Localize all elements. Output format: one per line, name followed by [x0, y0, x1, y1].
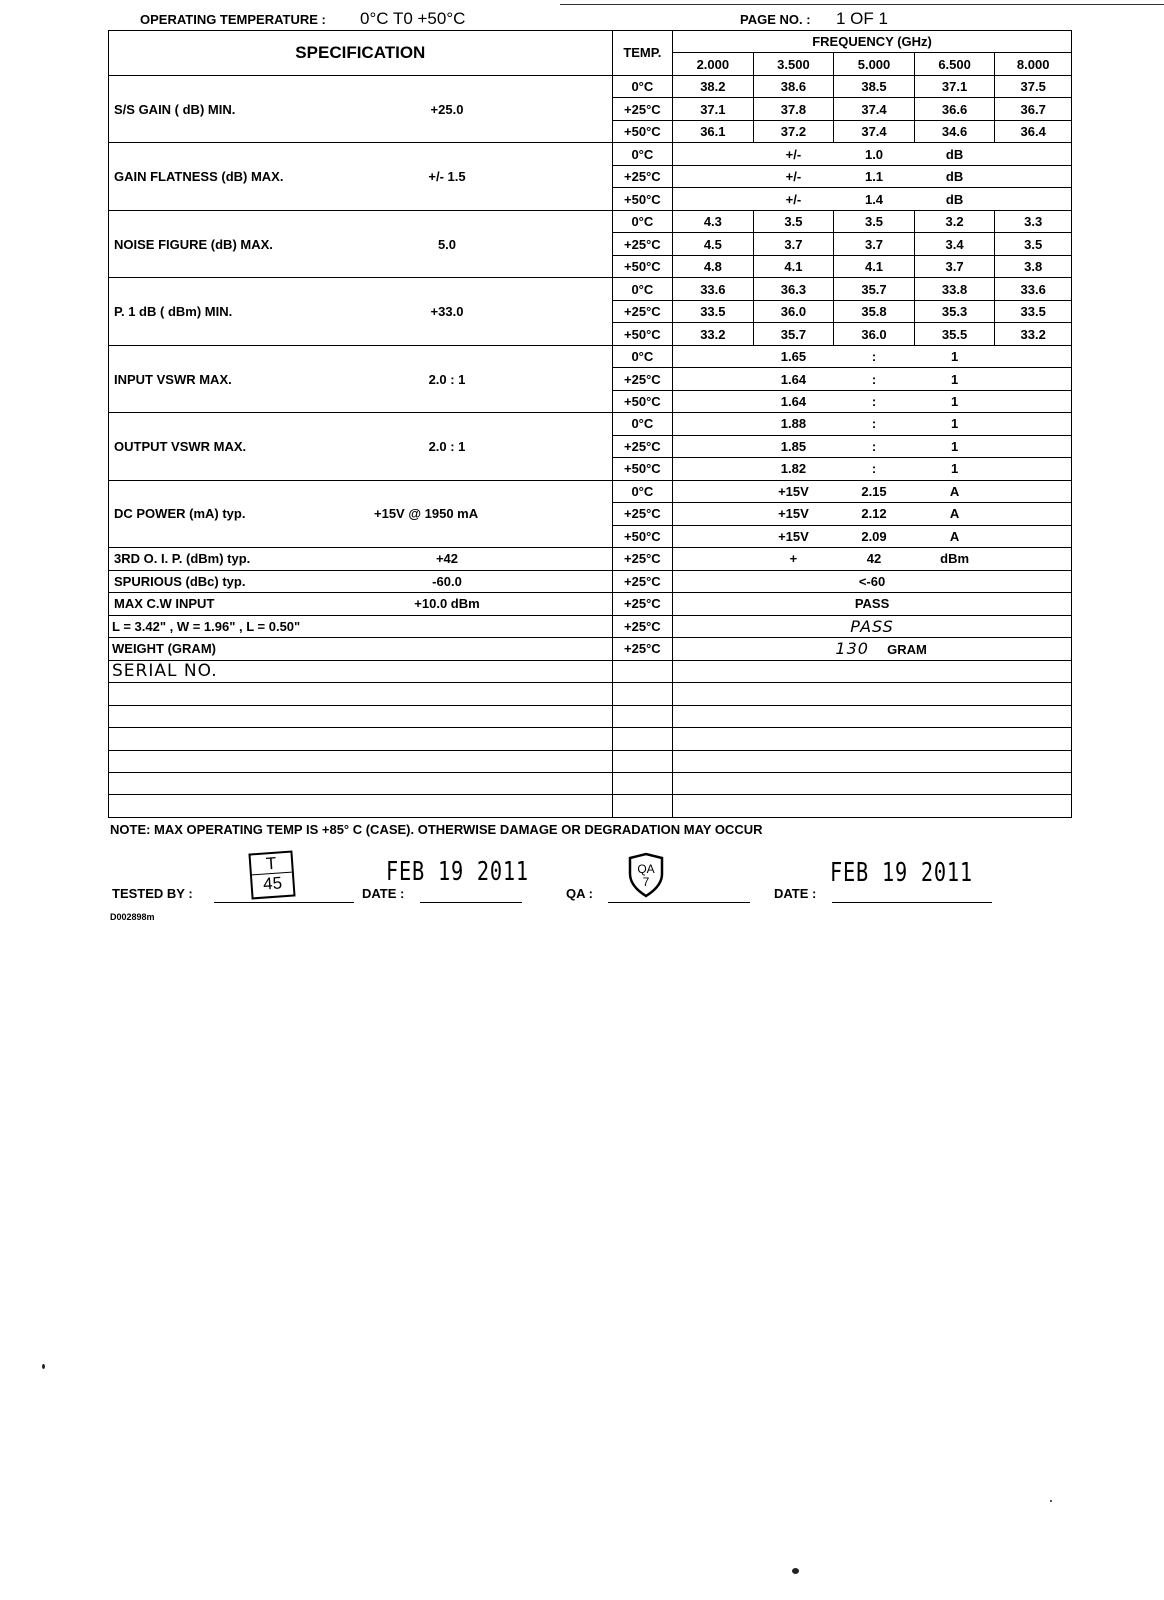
table-row: [109, 750, 1072, 772]
value-cell: 33.6: [673, 278, 754, 300]
value-cell: 36.3: [753, 278, 834, 300]
oip3-spec: [109, 548, 613, 570]
temp-cell: +50°C: [612, 390, 672, 412]
empty-cell: [673, 705, 1072, 727]
scan-speck: [42, 1364, 45, 1369]
stamp-text: T: [265, 853, 278, 874]
qa-stamp-bottom: 7: [642, 875, 650, 889]
stamp-text: 45: [252, 872, 293, 895]
value-cell: 3.3: [995, 210, 1072, 232]
temp-cell: +25°C: [612, 98, 672, 120]
value-cell: 36.7: [995, 98, 1072, 120]
table-row: [109, 345, 1072, 367]
value-cell: dB: [914, 188, 995, 210]
value-cell: 3.5: [995, 233, 1072, 255]
empty-cell: [673, 480, 754, 502]
gain-flatness-spec: [109, 143, 613, 210]
value-cell: 1: [914, 368, 995, 390]
value-cell: 1.64: [753, 390, 834, 412]
value-cell: 33.5: [673, 300, 754, 322]
empty-cell: [995, 435, 1072, 457]
temp-cell: +25°C: [612, 570, 672, 592]
document-id: D002898m: [110, 912, 155, 922]
empty-cell: [995, 503, 1072, 525]
temp-cell: 0°C: [612, 345, 672, 367]
date-stamp: FEB 19 2011: [386, 857, 529, 887]
value-cell: 36.4: [995, 120, 1072, 142]
spec-value: 2.0 : 1: [428, 371, 466, 387]
table-row: [109, 210, 1072, 232]
value-cell: 37.4: [834, 98, 915, 120]
empty-cell: [673, 772, 1072, 794]
value-cell: <-60: [673, 570, 1072, 592]
temp-cell: +25°C: [612, 593, 672, 615]
value-cell: 1.64: [753, 368, 834, 390]
temp-cell: +25°C: [612, 638, 672, 660]
empty-cell: [673, 683, 1072, 705]
temp-cell: +50°C: [612, 458, 672, 480]
tested-by-label: TESTED BY :: [112, 886, 193, 901]
value-cell: 42: [834, 548, 915, 570]
empty-cell: [109, 772, 613, 794]
value-cell: +/-: [753, 165, 834, 187]
table-header-row: [109, 31, 1072, 53]
value-cell: :: [834, 368, 915, 390]
spec-name: SPURIOUS (dBc) typ.: [114, 573, 246, 589]
handwritten-weight: 130: [835, 639, 869, 659]
temp-cell: +50°C: [612, 323, 672, 345]
spec-value: +15V @ 1950 mA: [374, 506, 479, 522]
temp-cell: 0°C: [612, 75, 672, 97]
value-cell: dBm: [914, 548, 995, 570]
weight-result: [673, 638, 1072, 660]
empty-cell: [612, 728, 672, 750]
operating-temperature-value: 0°C T0 +50°C: [360, 9, 466, 28]
value-cell: +15V: [753, 503, 834, 525]
value-cell: +15V: [753, 480, 834, 502]
value-cell: 1.88: [753, 413, 834, 435]
value-cell: 3.2: [914, 210, 995, 232]
value-cell: 1: [914, 413, 995, 435]
value-cell: 4.3: [673, 210, 754, 232]
temp-cell: +25°C: [612, 233, 672, 255]
table-row: [109, 278, 1072, 300]
empty-cell: [673, 435, 754, 457]
tested-by-line: [214, 902, 354, 903]
spec-name: DC POWER (mA) typ.: [114, 506, 246, 522]
empty-cell: [109, 683, 613, 705]
empty-cell: [612, 750, 672, 772]
freq-cell: 5.000: [834, 53, 915, 75]
empty-cell: [995, 143, 1072, 165]
value-cell: 35.7: [753, 323, 834, 345]
value-cell: 35.8: [834, 300, 915, 322]
temp-cell: 0°C: [612, 413, 672, 435]
value-cell: 4.8: [673, 255, 754, 277]
value-cell: 37.5: [995, 75, 1072, 97]
empty-cell: [995, 458, 1072, 480]
table-row: [109, 143, 1072, 165]
value-cell: 2.15: [834, 480, 915, 502]
value-cell: dB: [914, 165, 995, 187]
value-cell: 36.6: [914, 98, 995, 120]
value-cell: :: [834, 435, 915, 457]
handwritten-pass: PASS: [673, 615, 1072, 637]
max-cw-input-spec: [109, 593, 613, 615]
tester-stamp: [248, 851, 295, 900]
spec-name: L = 3.42" , W = 1.96" , L = 0.50": [112, 618, 301, 634]
value-cell: dB: [914, 143, 995, 165]
temp-cell: +50°C: [612, 525, 672, 547]
empty-cell: [673, 750, 1072, 772]
value-cell: 33.6: [995, 278, 1072, 300]
spec-value: -60.0: [432, 573, 462, 589]
value-cell: 38.2: [673, 75, 754, 97]
empty-cell: [673, 413, 754, 435]
value-cell: 2.12: [834, 503, 915, 525]
empty-cell: [995, 525, 1072, 547]
dc-power-spec: [109, 480, 613, 547]
value-cell: 1: [914, 458, 995, 480]
temp-cell: 0°C: [612, 278, 672, 300]
scan-speck: [792, 1568, 799, 1574]
empty-cell: [673, 188, 754, 210]
output-vswr-spec: [109, 413, 613, 480]
freq-cell: 8.000: [995, 53, 1072, 75]
spec-value: +25.0: [430, 101, 464, 117]
spec-value: +/- 1.5: [428, 169, 466, 185]
date-line: [420, 902, 522, 903]
table-row: [109, 593, 1072, 615]
value-cell: 1: [914, 345, 995, 367]
qa-shield-icon: [624, 852, 668, 898]
empty-cell: [673, 345, 754, 367]
value-cell: PASS: [673, 593, 1072, 615]
table-row: [109, 570, 1072, 592]
weight-spec: [109, 638, 613, 660]
qa-stamp-top: QA: [637, 862, 655, 876]
scan-speck: [1050, 1500, 1052, 1502]
empty-cell: [995, 390, 1072, 412]
value-cell: 4.1: [753, 255, 834, 277]
temp-cell: +25°C: [612, 615, 672, 637]
value-cell: +: [753, 548, 834, 570]
value-cell: 38.5: [834, 75, 915, 97]
empty-cell: [673, 390, 754, 412]
empty-cell: [673, 525, 754, 547]
dimensions-spec: [109, 615, 613, 637]
table-row: [109, 638, 1072, 660]
frequency-header: FREQUENCY (GHz): [673, 31, 1072, 53]
handwritten-serial-label: SERIAL NO.: [109, 660, 613, 682]
empty-cell: [109, 728, 613, 750]
ss-gain-spec: [109, 75, 613, 142]
spec-name: INPUT VSWR MAX.: [114, 371, 232, 387]
p1db-spec: [109, 278, 613, 345]
empty-cell: [673, 728, 1072, 750]
empty-cell: [673, 165, 754, 187]
value-cell: 3.7: [753, 233, 834, 255]
spec-value: +42: [435, 551, 459, 567]
table-row: [109, 548, 1072, 570]
value-cell: 37.8: [753, 98, 834, 120]
spec-name: S/S GAIN ( dB) MIN.: [114, 101, 236, 117]
value-cell: A: [914, 480, 995, 502]
value-cell: 33.2: [673, 323, 754, 345]
temp-cell: +50°C: [612, 255, 672, 277]
value-cell: 35.5: [914, 323, 995, 345]
empty-cell: [995, 548, 1072, 570]
operating-temperature-label: OPERATING TEMPERATURE :: [140, 12, 326, 27]
empty-cell: [673, 660, 1072, 682]
table-row: [109, 480, 1072, 502]
note-text: NOTE: MAX OPERATING TEMP IS +85° C (CASE). OTHERWISE DAMAGE OR DEGRADATION MAY OCCUR: [110, 822, 763, 837]
value-cell: 3.4: [914, 233, 995, 255]
spec-value: 2.0 : 1: [428, 438, 466, 454]
freq-cell: 3.500: [753, 53, 834, 75]
table-row: [109, 660, 1072, 682]
weight-unit: GRAM: [887, 642, 927, 658]
temp-cell: +25°C: [612, 435, 672, 457]
temp-cell: 0°C: [612, 480, 672, 502]
page-number-value: 1 OF 1: [836, 9, 888, 28]
value-cell: +/-: [753, 188, 834, 210]
table-row: [109, 705, 1072, 727]
spec-value: 5.0: [437, 236, 457, 252]
value-cell: 4.5: [673, 233, 754, 255]
table-row: [109, 728, 1072, 750]
empty-cell: [673, 368, 754, 390]
temp-cell: +25°C: [612, 503, 672, 525]
empty-cell: [995, 188, 1072, 210]
value-cell: 35.3: [914, 300, 995, 322]
value-cell: 35.7: [834, 278, 915, 300]
value-cell: 3.7: [834, 233, 915, 255]
freq-cell: 2.000: [673, 53, 754, 75]
value-cell: 37.4: [834, 120, 915, 142]
empty-cell: [673, 503, 754, 525]
value-cell: :: [834, 458, 915, 480]
temp-cell: +25°C: [612, 548, 672, 570]
temp-cell: 0°C: [612, 210, 672, 232]
value-cell: 1: [914, 435, 995, 457]
date-stamp: FEB 19 2011: [830, 858, 973, 888]
value-cell: :: [834, 390, 915, 412]
spec-name: GAIN FLATNESS (dB) MAX.: [114, 169, 284, 185]
value-cell: 36.0: [834, 323, 915, 345]
specification-header: SPECIFICATION: [109, 31, 613, 76]
table-row: [109, 683, 1072, 705]
empty-cell: [673, 143, 754, 165]
value-cell: :: [834, 413, 915, 435]
empty-cell: [612, 705, 672, 727]
spec-name: OUTPUT VSWR MAX.: [114, 438, 247, 454]
value-cell: A: [914, 503, 995, 525]
value-cell: 38.6: [753, 75, 834, 97]
qa-label: QA :: [566, 886, 593, 901]
value-cell: 1: [914, 390, 995, 412]
spec-value: +10.0 dBm: [414, 596, 480, 612]
value-cell: 1.82: [753, 458, 834, 480]
date-line: [832, 902, 992, 903]
value-cell: 37.1: [914, 75, 995, 97]
temp-cell: +25°C: [612, 300, 672, 322]
table-row: [109, 772, 1072, 794]
value-cell: 33.8: [914, 278, 995, 300]
spurious-spec: [109, 570, 613, 592]
spec-name: NOISE FIGURE (dB) MAX.: [114, 236, 273, 252]
value-cell: :: [834, 345, 915, 367]
empty-cell: [612, 660, 672, 682]
spec-name: MAX C.W INPUT: [114, 596, 215, 612]
empty-cell: [612, 795, 672, 818]
value-cell: 2.09: [834, 525, 915, 547]
empty-cell: [995, 480, 1072, 502]
value-cell: 1.0: [834, 143, 915, 165]
empty-cell: [995, 345, 1072, 367]
empty-cell: [612, 772, 672, 794]
spec-name: WEIGHT (GRAM): [112, 641, 216, 657]
empty-cell: [673, 795, 1072, 818]
specification-table: [108, 30, 1072, 818]
value-cell: 33.2: [995, 323, 1072, 345]
temp-cell: +50°C: [612, 120, 672, 142]
value-cell: +/-: [753, 143, 834, 165]
table-row: [109, 795, 1072, 818]
empty-cell: [673, 458, 754, 480]
empty-cell: [109, 795, 613, 818]
spec-value: +33.0: [430, 304, 464, 320]
value-cell: 1.85: [753, 435, 834, 457]
empty-cell: [109, 750, 613, 772]
value-cell: 3.5: [753, 210, 834, 232]
page-number-label: PAGE NO. :: [740, 12, 811, 27]
value-cell: 34.6: [914, 120, 995, 142]
value-cell: 36.1: [673, 120, 754, 142]
freq-cell: 6.500: [914, 53, 995, 75]
value-cell: 37.1: [673, 98, 754, 120]
empty-cell: [995, 368, 1072, 390]
value-cell: 1.65: [753, 345, 834, 367]
qa-stamp: [624, 852, 668, 903]
value-cell: A: [914, 525, 995, 547]
table-row: [109, 413, 1072, 435]
value-cell: 4.1: [834, 255, 915, 277]
temp-cell: +25°C: [612, 165, 672, 187]
value-cell: 3.8: [995, 255, 1072, 277]
empty-cell: [612, 683, 672, 705]
empty-cell: [109, 705, 613, 727]
temp-header: TEMP.: [612, 31, 672, 76]
spec-name: P. 1 dB ( dBm) MIN.: [114, 304, 233, 320]
table-row: [109, 75, 1072, 97]
date-label: DATE :: [362, 886, 405, 901]
value-cell: 1.4: [834, 188, 915, 210]
temp-cell: +50°C: [612, 188, 672, 210]
temp-cell: +25°C: [612, 368, 672, 390]
date-label: DATE :: [774, 886, 817, 901]
spec-name: 3RD O. I. P. (dBm) typ.: [114, 551, 251, 567]
empty-cell: [673, 548, 754, 570]
value-cell: 37.2: [753, 120, 834, 142]
temp-cell: 0°C: [612, 143, 672, 165]
empty-cell: [995, 165, 1072, 187]
value-cell: 3.7: [914, 255, 995, 277]
value-cell: 3.5: [834, 210, 915, 232]
input-vswr-spec: [109, 345, 613, 412]
table-row: [109, 615, 1072, 637]
noise-figure-spec: [109, 210, 613, 277]
value-cell: +15V: [753, 525, 834, 547]
value-cell: 1.1: [834, 165, 915, 187]
value-cell: 36.0: [753, 300, 834, 322]
empty-cell: [995, 413, 1072, 435]
top-border-line: [560, 4, 1164, 5]
value-cell: 33.5: [995, 300, 1072, 322]
